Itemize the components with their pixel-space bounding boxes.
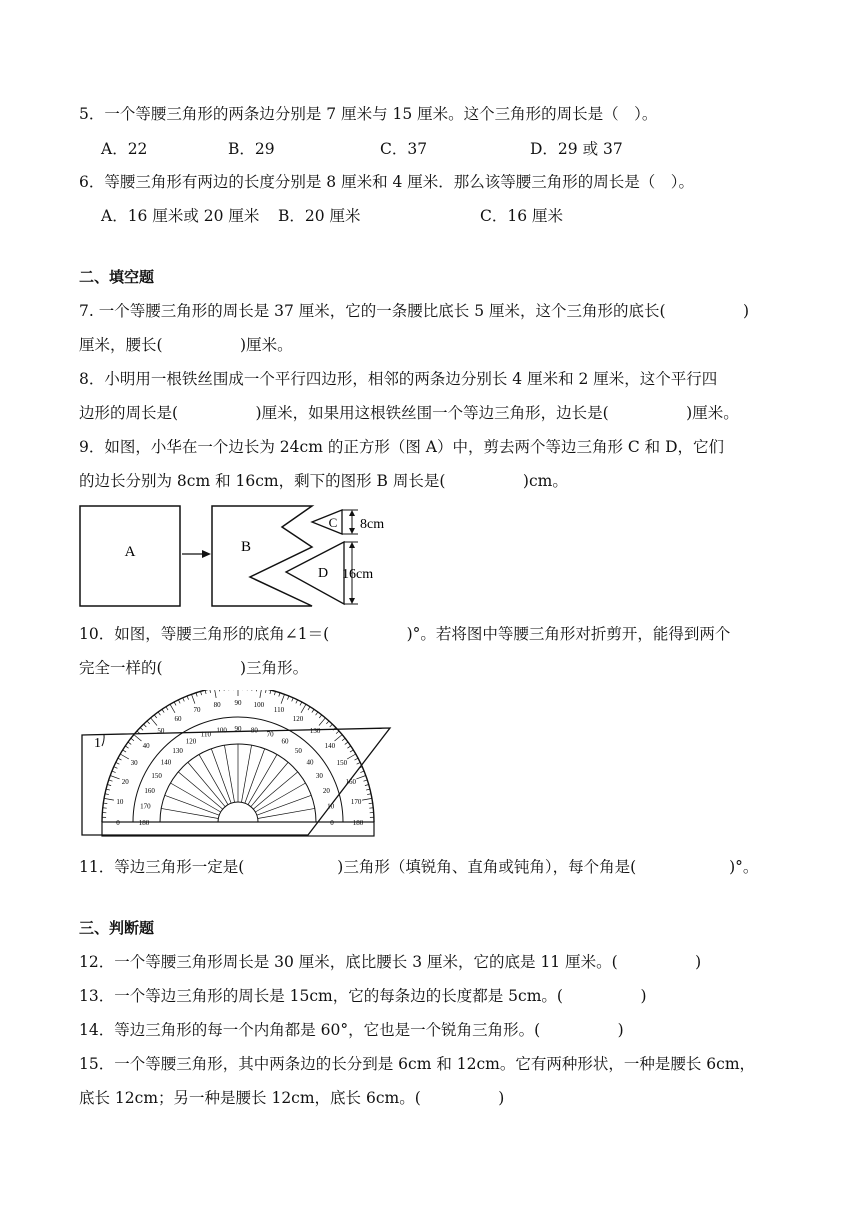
d-length-label: 16cm	[342, 567, 374, 582]
svg-text:40: 40	[306, 758, 314, 767]
svg-text:70: 70	[193, 706, 201, 715]
svg-text:160: 160	[144, 786, 155, 795]
c-length-label: 8cm	[360, 517, 385, 532]
svg-text:60: 60	[174, 715, 182, 724]
svg-text:170: 170	[350, 798, 362, 807]
svg-text:90: 90	[234, 699, 242, 707]
question-12: 12．一个等腰三角形周长是 30 厘米，底比腰长 3 厘米，它的底是 11 厘米。( )	[79, 953, 702, 971]
question-8-line1: 8．小明用一根铁丝围成一个平行四边形，相邻的两条边分别长 4 厘米和 2 厘米，这个平行四	[79, 370, 718, 388]
svg-text:120: 120	[292, 715, 304, 724]
q6-option-b[interactable]: B．20 厘米	[278, 207, 361, 225]
question-6-stem: 6．等腰三角形有两边的长度分别是 8 厘米和 4 厘米．那么该等腰三角形的周长是（ ）。	[79, 173, 695, 191]
question-9-line2: 的边长分别为 8cm 和 16cm，剩下的图形 B 周长是( )cm。	[79, 472, 568, 490]
q5-option-c[interactable]: C．37	[380, 140, 428, 158]
q5-option-d[interactable]: D．29 或 37	[530, 140, 623, 158]
svg-text:120: 120	[185, 737, 197, 746]
question-8-line2: 边形的周长是( )厘米，如果用这根铁丝围一个等边三角形，边长是( )厘米。	[79, 404, 739, 422]
label-d: D	[317, 566, 329, 581]
section-heading-fill-in: 二、填空题	[79, 268, 155, 286]
svg-text:170: 170	[140, 802, 151, 811]
svg-text:30: 30	[130, 759, 138, 767]
triangle-c	[312, 510, 342, 534]
triangle-d	[286, 542, 344, 604]
question-9-line1: 9．如图，小华在一个边长为 24cm 的正方形（图 A）中，剪去两个等边三角形 C 和 D，它们	[79, 438, 725, 456]
svg-text:30: 30	[315, 772, 323, 780]
svg-text:80: 80	[250, 726, 258, 735]
question-10-line2: 完全一样的( )三角形。	[79, 659, 309, 677]
protractor-figure	[78, 690, 398, 842]
shape-b	[212, 506, 312, 606]
svg-text:0: 0	[330, 819, 334, 827]
arrow-head-icon	[202, 550, 211, 558]
svg-text:40: 40	[142, 741, 150, 750]
svg-text:90: 90	[234, 725, 242, 733]
question-7-line2: 厘米，腰长( )厘米。	[79, 336, 293, 354]
protractor	[102, 690, 374, 836]
svg-text:20: 20	[121, 777, 129, 786]
svg-text:50: 50	[157, 727, 165, 736]
svg-text:100: 100	[253, 700, 265, 709]
svg-text:140: 140	[324, 741, 336, 750]
svg-text:70: 70	[266, 730, 274, 739]
angle-1-arc	[102, 734, 104, 746]
label-a: A	[124, 544, 136, 560]
svg-text:20: 20	[322, 786, 330, 795]
svg-text:150: 150	[151, 772, 162, 780]
svg-text:80: 80	[213, 700, 221, 709]
q5-option-a[interactable]: A．22	[101, 140, 148, 158]
svg-text:10: 10	[116, 798, 124, 807]
label-b: B	[240, 539, 252, 555]
question-10-line1: 10．如图，等腰三角形的底角∠1＝( )°。若将图中等腰三角形对折剪开，能得到两个	[79, 625, 731, 643]
question-11: 11．等边三角形一定是( )三角形（填锐角、直角或钝角），每个角是( )°。	[79, 858, 759, 876]
svg-text:180: 180	[138, 819, 150, 827]
q5-option-b[interactable]: B．29	[228, 140, 275, 158]
question-13: 13．一个等边三角形的周长是 15cm，它的每条边的长度都是 5cm。( )	[79, 987, 647, 1005]
square-cut-figure	[78, 502, 398, 612]
svg-text:180: 180	[352, 819, 364, 827]
question-14: 14．等边三角形的每一个内角都是 60°，它也是一个锐角三角形。( )	[79, 1021, 624, 1039]
svg-text:110: 110	[273, 706, 285, 715]
svg-text:150: 150	[336, 759, 348, 767]
question-7-line1: 7. 一个等腰三角形的周长是 37 厘米，它的一条腰比底长 5 厘米，这个三角形的底长( )	[79, 302, 750, 320]
section-heading-true-false: 三、判断题	[79, 919, 155, 937]
svg-text:130: 130	[172, 746, 183, 755]
svg-text:60: 60	[281, 737, 289, 746]
question-5-stem: 5．一个等腰三角形的两条边分别是 7 厘米与 15 厘米。这个三角形的周长是（ ）。	[79, 105, 658, 123]
label-c: C	[328, 515, 338, 530]
angle-1-label: 1	[94, 736, 101, 751]
svg-text:130: 130	[309, 727, 321, 736]
question-15-line1: 15．一个等腰三角形，其中两条边的长分到是 6cm 和 12cm。它有两种形状，一种是腰长 6cm，	[79, 1055, 756, 1073]
svg-text:100: 100	[216, 726, 227, 735]
svg-text:50: 50	[294, 746, 302, 755]
q6-option-a[interactable]: A．16 厘米或 20 厘米	[101, 207, 260, 225]
svg-text:160: 160	[345, 777, 357, 786]
svg-text:110: 110	[200, 730, 211, 739]
question-15-line2: 底长 12cm；另一种是腰长 12cm，底长 6cm。( )	[79, 1089, 505, 1107]
q6-option-c[interactable]: C．16 厘米	[480, 207, 564, 225]
svg-text:140: 140	[160, 758, 172, 767]
svg-text:10: 10	[327, 802, 335, 811]
svg-text:0: 0	[116, 819, 120, 827]
